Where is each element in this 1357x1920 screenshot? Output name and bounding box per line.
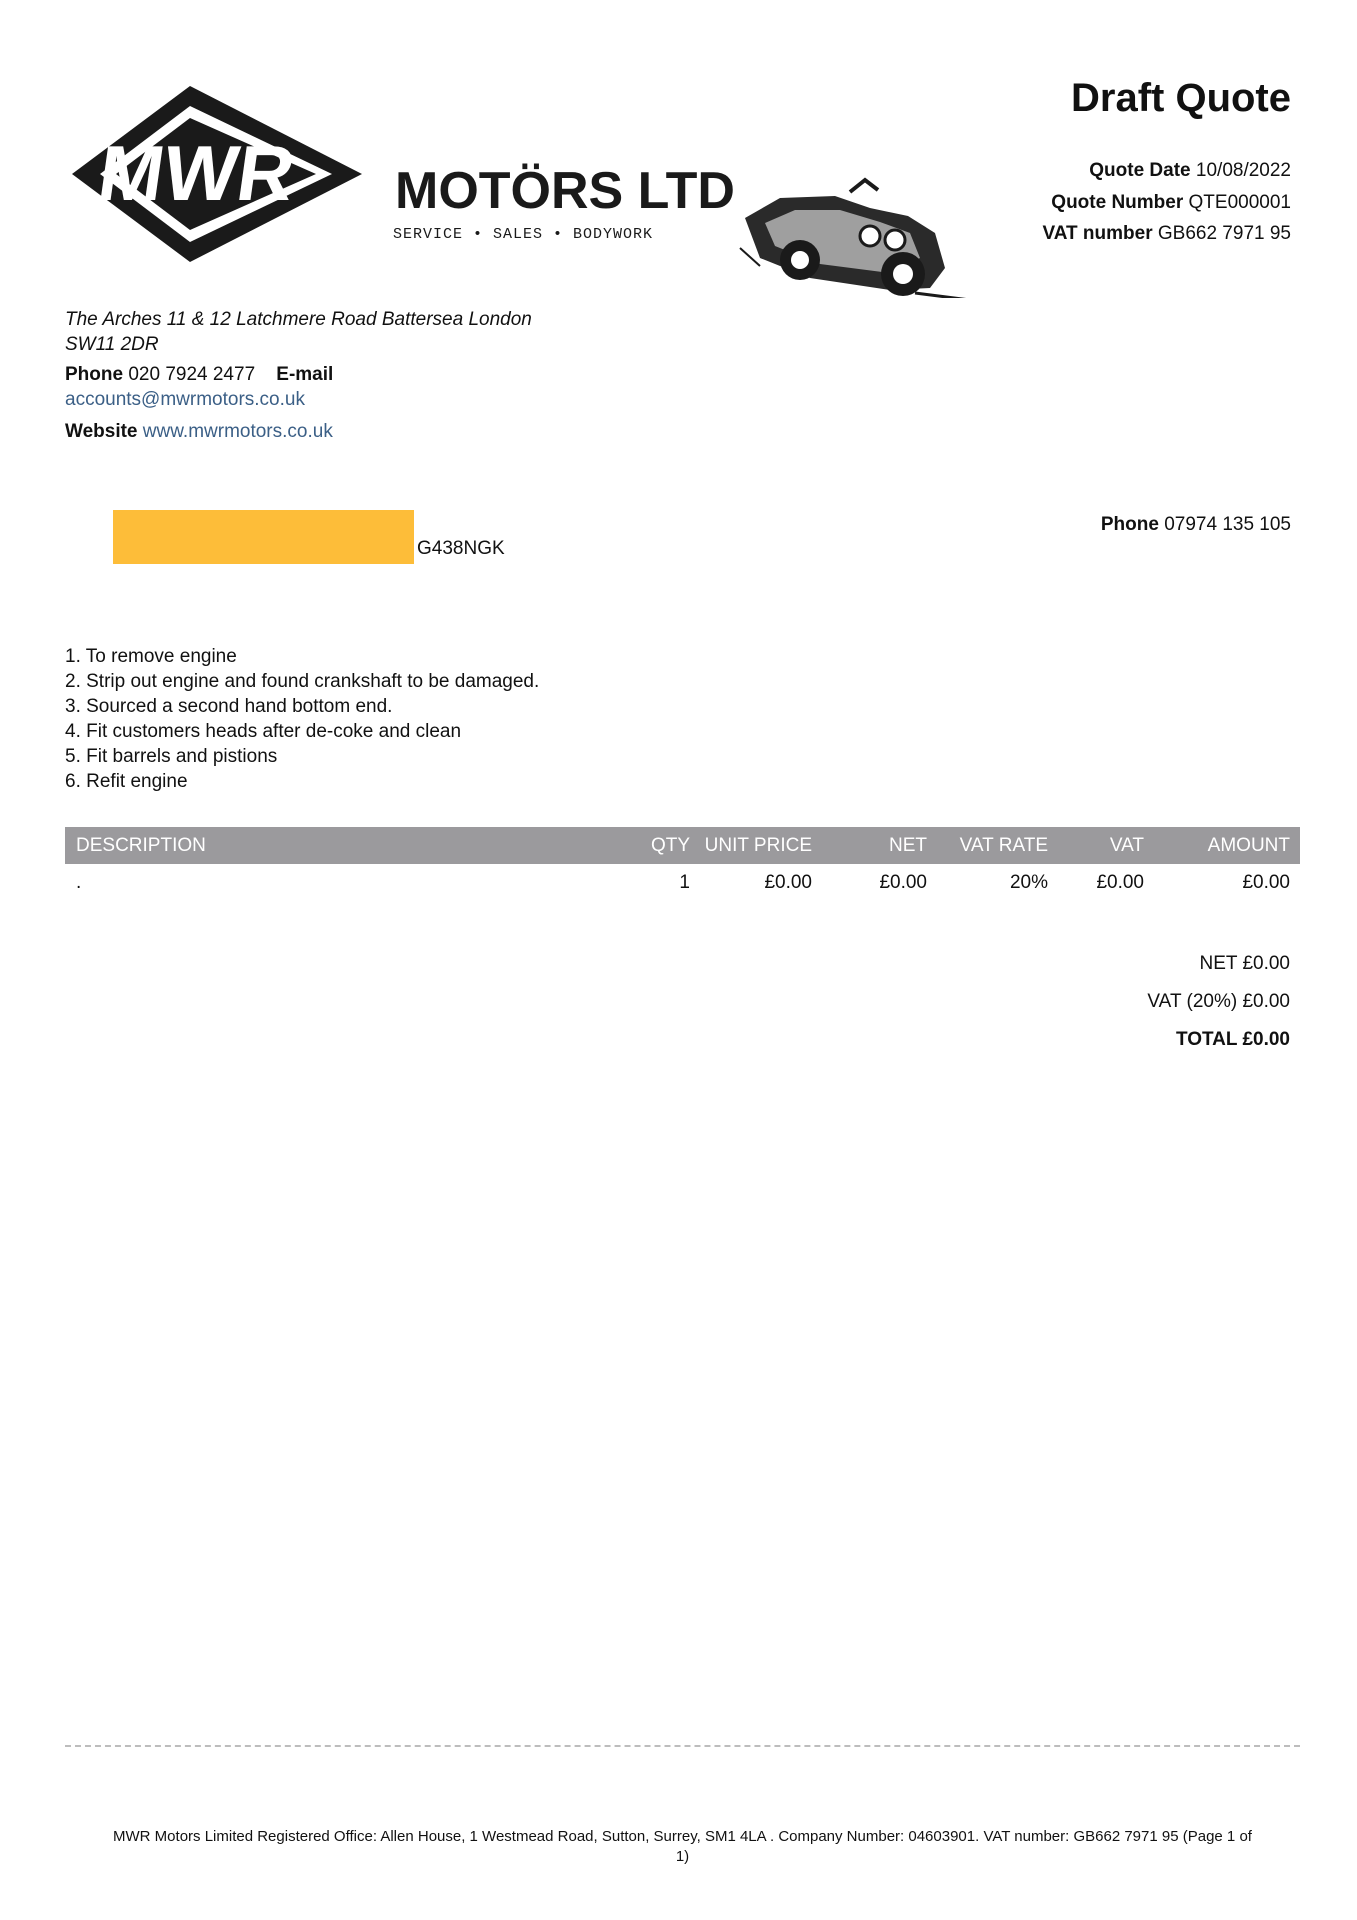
tagline: SERVICE • SALES • BODYWORK — [393, 226, 654, 243]
footer-divider — [65, 1745, 1300, 1747]
redacted-customer-name — [113, 510, 414, 564]
company-website-row — [65, 421, 333, 443]
grand-total-label: TOTAL — [1175, 1029, 1238, 1050]
company-email-label: E-mail — [276, 364, 334, 385]
grand-total-value: £0.00 — [1242, 1029, 1290, 1050]
vintage-car-icon — [740, 180, 970, 298]
work-note: 5. Fit barrels and pistions — [65, 746, 278, 767]
col-unit-price: UNIT PRICE — [704, 835, 812, 856]
col-description: DESCRIPTION — [76, 835, 206, 856]
quote-number-label: Quote Number — [1051, 192, 1184, 213]
cell-qty: 1 — [679, 872, 690, 893]
company-address — [65, 307, 625, 357]
company-website-label: Website — [65, 421, 138, 442]
work-note: 3. Sourced a second hand bottom end. — [65, 696, 393, 717]
mwr-diamond-badge — [72, 86, 362, 262]
company-website-link[interactable]: www.mwrmotors.co.uk — [142, 421, 333, 442]
work-note: 4. Fit customers heads after de-coke and clean — [65, 721, 462, 742]
quote-date-value: 10/08/2022 — [1195, 160, 1291, 181]
vat-number-label: VAT number — [1042, 223, 1153, 244]
wordmark: MOTÖRS LTD — [395, 162, 735, 220]
vehicle-registration: G438NGK — [417, 538, 505, 559]
quote-date-row — [1089, 160, 1291, 182]
work-notes-list — [65, 644, 539, 794]
col-net: NET — [889, 835, 927, 856]
document-title: Draft Quote — [1071, 76, 1291, 120]
company-phone-row — [65, 364, 333, 386]
cell-vat-rate: 20% — [1009, 872, 1048, 893]
quote-number-row — [1051, 192, 1291, 214]
address-line-2: SW11 2DR — [65, 334, 159, 355]
vat-total-row — [1147, 991, 1290, 1013]
badge-text: MWR — [93, 129, 301, 217]
vat-number-value: GB662 7971 95 — [1157, 223, 1291, 244]
work-note: 2. Strip out engine and found crankshaft to be damaged. — [65, 671, 540, 692]
cell-amount: £0.00 — [1242, 872, 1290, 893]
quote-number-value: QTE000001 — [1188, 192, 1291, 213]
vat-total-value: £0.00 — [1242, 991, 1290, 1012]
footer-legal-text — [65, 1827, 1300, 1867]
col-amount: AMOUNT — [1207, 835, 1290, 856]
net-total-label: NET — [1199, 953, 1238, 974]
table-row — [65, 866, 1300, 902]
address-line-1: The Arches 11 & 12 Latchmere Road Battersea London — [65, 309, 532, 330]
company-email-link[interactable]: accounts@mwrmotors.co.uk — [65, 389, 305, 410]
cell-vat: £0.00 — [1096, 872, 1144, 893]
company-phone-value: 020 7924 2477 — [128, 364, 256, 385]
customer-phone-row — [1101, 514, 1291, 536]
customer-phone-label: Phone — [1100, 514, 1159, 535]
grand-total-row — [1176, 1029, 1290, 1051]
work-note: 6. Refit engine — [65, 771, 188, 792]
quote-date-label: Quote Date — [1089, 160, 1191, 181]
cell-net: £0.00 — [879, 872, 927, 893]
col-vat: VAT — [1109, 835, 1144, 856]
cell-unit-price: £0.00 — [764, 872, 812, 893]
footer-line-2: 1) — [675, 1848, 690, 1865]
vat-total-label: VAT (20%) — [1147, 991, 1238, 1012]
vat-number-row — [1042, 223, 1291, 245]
work-note: 1. To remove engine — [65, 646, 237, 667]
company-phone-label: Phone — [65, 364, 124, 385]
company-logo — [70, 78, 970, 298]
col-vat-rate: VAT RATE — [959, 835, 1048, 856]
footer-line-1: MWR Motors Limited Registered Office: Allen House, 1 Westmead Road, Sutton, Surrey, SM1 4LA . Company Number: 04603901. VAT number: GB662 7971 95 (Page 1 of — [113, 1828, 1252, 1845]
customer-phone-value: 07974 135 105 — [1164, 514, 1291, 535]
net-total-row — [1200, 953, 1291, 975]
line-items-table-header — [65, 827, 1300, 864]
net-total-value: £0.00 — [1242, 953, 1290, 974]
cell-description: . — [76, 872, 82, 893]
col-qty: QTY — [650, 835, 690, 856]
